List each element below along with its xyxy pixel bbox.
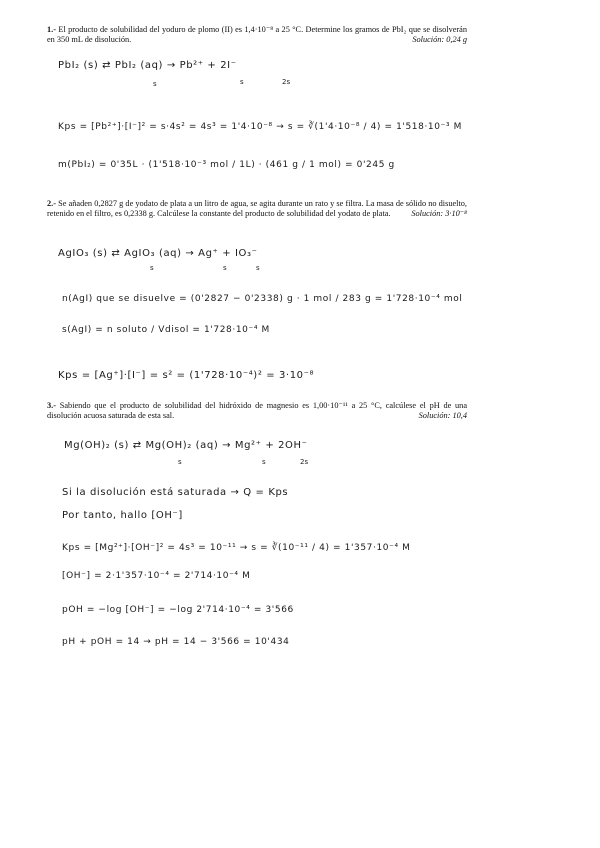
handwritten-equilibrium: AgIO₃ (s) ⇄ AgIO₃ (aq) → Ag⁺ + IO₃⁻ <box>58 248 258 259</box>
problem-number: 1.- <box>47 25 56 34</box>
stoich-label: s <box>240 78 244 86</box>
handwritten-mass-calculation: m(PbI₂) = 0'35L · (1'518·10⁻³ mol / 1L) · (461 g / 1 mol) = 0'245 g <box>58 160 395 170</box>
handwritten-equilibrium: PbI₂ (s) ⇄ PbI₂ (aq) → Pb²⁺ + 2I⁻ <box>58 60 237 71</box>
handwritten-note: Por tanto, hallo [OH⁻] <box>62 510 183 521</box>
handwritten-moles-calculation: n(AgI) que se disuelve = (0'2827 − 0'2338) g · 1 mol / 283 g = 1'728·10⁻⁴ mol <box>62 294 463 304</box>
stoich-label: s <box>150 264 154 272</box>
handwritten-kps-equation: Kps = [Pb²⁺]·[I⁻]² = s·4s² = 4s³ = 1'4·10⁻⁸ → s = ∛(1'4·10⁻⁸ / 4) = 1'518·10⁻³ M <box>58 122 462 132</box>
problem-text: El producto de solubilidad del yoduro de plomo (II) es 1,4·10⁻⁸ a 25 °C. Determine los gramos de PbI₂ que se disolverán en 350 mL de disolución. <box>47 25 468 44</box>
stoich-label: 2s <box>282 78 291 86</box>
problem-text: Se añaden 0,2827 g de yodato de plata a un litro de agua, se agita durante un rato y se filtra. La masa de sólido no disuelto, retenido en el filtro, es 0,2338 g. Calcúlese la constante del producto de solubilidad del yodato de plata. <box>47 199 467 218</box>
handwritten-kps-result: Kps = [Ag⁺]·[I⁻] = s² = (1'728·10⁻⁴)² = 3·10⁻⁸ <box>58 370 315 381</box>
problem-2-statement <box>47 199 467 219</box>
stoich-label: s <box>178 458 182 466</box>
problem-solution: Solución: 10,4 <box>418 411 467 420</box>
problem-1-statement <box>47 25 467 45</box>
handwritten-solubility: s(AgI) = n soluto / Vdisol = 1'728·10⁻⁴ M <box>62 325 270 335</box>
stoich-label: s <box>153 80 157 88</box>
handwritten-ph: pH + pOH = 14 → pH = 14 − 3'566 = 10'434 <box>62 637 290 647</box>
problem-number: 3.- <box>47 401 56 410</box>
handwritten-poh: pOH = −log [OH⁻] = −log 2'714·10⁻⁴ = 3'566 <box>62 605 294 615</box>
handwritten-saturation-condition: Si la disolución está saturada → Q = Kps <box>62 487 289 498</box>
stoich-label: s <box>262 458 266 466</box>
problem-solution: Solución: 3·10⁻⁸ <box>411 209 467 218</box>
problem-solution: Solución: 0,24 g <box>412 35 467 44</box>
problem-3-statement <box>47 401 467 421</box>
handwritten-equilibrium: Mg(OH)₂ (s) ⇄ Mg(OH)₂ (aq) → Mg²⁺ + 2OH⁻ <box>64 440 308 451</box>
stoich-label: 2s <box>300 458 309 466</box>
handwritten-kps-equation: Kps = [Mg²⁺]·[OH⁻]² = 4s³ = 10⁻¹¹ → s = ∛(10⁻¹¹ / 4) = 1'357·10⁻⁴ M <box>62 543 411 553</box>
stoich-label: s <box>256 264 260 272</box>
stoich-label: s <box>223 264 227 272</box>
problem-text: Sabiendo que el producto de solubilidad del hidróxido de magnesio es 1,00·10⁻¹¹ a 25 °C, calcúlese el pH de una disolución acuosa saturada de esta sal. <box>47 401 467 420</box>
problem-number: 2.- <box>47 199 56 208</box>
handwritten-hydroxide-concentration: [OH⁻] = 2·1'357·10⁻⁴ = 2'714·10⁻⁴ M <box>62 571 251 581</box>
